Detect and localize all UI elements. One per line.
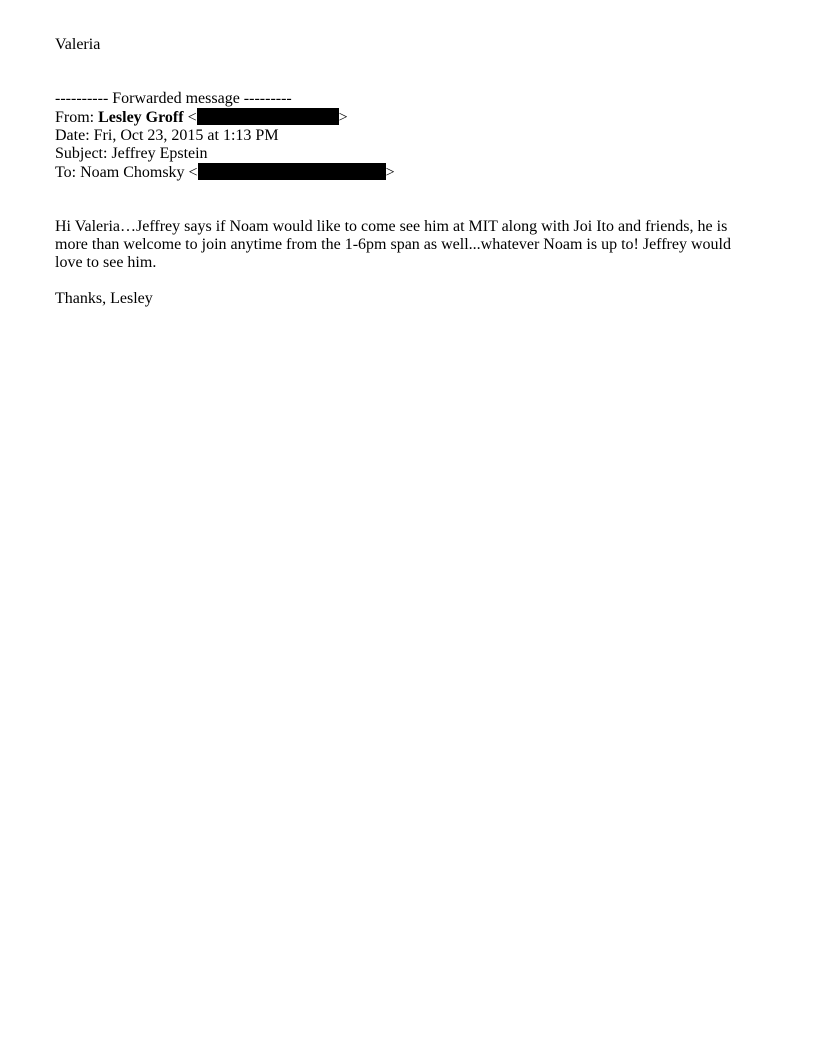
email-document — [55, 36, 755, 308]
message-body: Hi Valeria…Jeffrey says if Noam would like to come see him at MIT along with Joi Ito and friends, he is more than welcome to join anytime from the 1-6pm span as well...whatever Noam is up to! Jeffrey would love to see him. — [55, 218, 731, 271]
from-label: From: — [55, 109, 99, 126]
from-open-bracket: < — [183, 109, 197, 126]
subject-line: Subject: Jeffrey Epstein — [55, 145, 208, 162]
message-closing: Thanks, Lesley — [55, 290, 153, 307]
from-close-bracket: > — [338, 109, 348, 126]
to-line — [55, 163, 755, 182]
to-label: To: Noam Chomsky < — [55, 164, 198, 181]
signature-name: Valeria — [55, 36, 101, 53]
redacted-sender-email — [197, 108, 339, 125]
sender-name: Lesley Groff — [98, 109, 184, 126]
redacted-recipient-email — [198, 163, 386, 180]
from-line — [55, 108, 755, 127]
date-line: Date: Fri, Oct 23, 2015 at 1:13 PM — [55, 127, 279, 144]
to-close-bracket: > — [385, 164, 395, 181]
forwarded-header: ---------- Forwarded message --------- — [55, 90, 292, 107]
